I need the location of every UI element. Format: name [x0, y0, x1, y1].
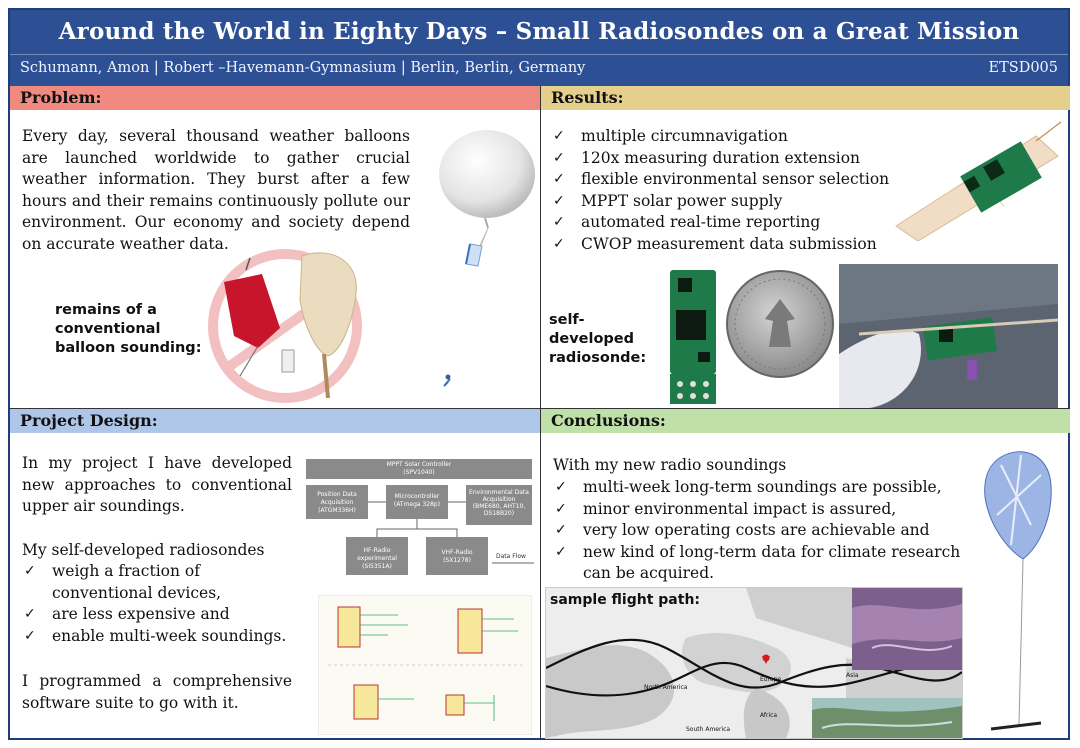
weather-balloon-icon [430, 124, 540, 394]
check-icon: ✓ [553, 128, 565, 144]
problem-panel [10, 86, 541, 409]
check-icon: ✓ [555, 543, 567, 560]
check-icon: ✓ [553, 214, 565, 230]
list-item: ✓ automated real-time reporting [549, 212, 909, 234]
map-place-label: South America [686, 726, 731, 733]
header-divider [10, 54, 1068, 55]
solar-balloon-photo [971, 445, 1067, 740]
map-label: sample flight path: [550, 592, 701, 608]
check-icon: ✓ [553, 149, 565, 166]
results-panel [541, 86, 1070, 409]
block-diagram-arrows [306, 459, 538, 584]
remains-label [55, 301, 215, 358]
circuit-schematic [318, 595, 532, 735]
poster [8, 8, 1070, 740]
poster-header [10, 10, 1068, 86]
conclusions-list [551, 477, 969, 585]
remains-label-line: balloon sounding: [55, 340, 202, 356]
design-intro: In my project I have developed new approaches to conventional upper air soundings. [22, 454, 292, 515]
list-item: ✓ multiple circumnavigation [549, 126, 909, 148]
radiosonde-label-line: radiosonde: [549, 350, 647, 366]
conclusions-intro: With my new radio soundings [553, 456, 787, 474]
list-item: ✓ weigh a fraction of conventional devices, [24, 562, 222, 602]
design-outro: I programmed a comprehensive software suite to go with it. [22, 672, 292, 712]
list-item: ✓ flexible environmental sensor selection [549, 169, 909, 191]
results-heading: Results: [541, 86, 1070, 110]
aerial-photo-top [852, 588, 962, 670]
aerial-photo-bottom [812, 698, 962, 738]
check-icon: ✓ [555, 479, 567, 495]
design-list [22, 561, 312, 647]
remains-label-line: conventional [55, 321, 161, 337]
map-place-label: Europe [760, 676, 782, 683]
conclusions-panel [541, 409, 1070, 740]
check-icon: ✓ [555, 522, 567, 538]
list-item: ✓ minor environmental impact is assured, [551, 499, 969, 521]
check-icon: ✓ [553, 235, 565, 252]
list-item: ✓ are less expensive and [22, 604, 312, 626]
no-symbol-icon [200, 246, 375, 406]
check-icon: ✓ [24, 563, 36, 579]
list-item: ✓ MPPT solar power supply [549, 191, 909, 213]
list-item: ✓ very low operating costs are achievable and [551, 520, 969, 542]
block-microcontroller: Microcontroller (ATmega 328p) [386, 485, 448, 519]
list-item: ✓ CWOP measurement data submission [549, 234, 909, 256]
radiosonde-label-line: self-developed [549, 312, 635, 347]
map-place-label: North America [644, 684, 688, 691]
list-item: ✓ enable multi-week soundings. [22, 626, 312, 648]
conclusions-heading: Conclusions: [541, 409, 1070, 433]
design-panel [10, 409, 541, 740]
data-flow-label: Data Flow [496, 553, 526, 560]
block-position: Position Data Acquisition (ATGM336H) [306, 485, 368, 519]
list-item: ✓ multi-week long-term soundings are possible, [551, 477, 969, 499]
problem-text: Every day, several thousand weather balloons are launched worldwide to gather crucial weather information. They burst after a few hours and their remains continuously pollute our environment. Our economy and society depend on accurate weather data. [22, 127, 410, 253]
map-place-label: Asia [846, 672, 859, 679]
check-icon: ✓ [555, 500, 567, 517]
radiosonde-label [549, 311, 669, 368]
author-line: Schumann, Amon | Robert –Havemann-Gymnasium | Berlin, Berlin, Germany [20, 60, 586, 76]
check-icon: ✓ [553, 192, 565, 209]
results-list [549, 126, 909, 255]
flight-path-map [545, 587, 963, 739]
design-list-title: My self-developed radiosondes [22, 541, 265, 559]
check-icon: ✓ [24, 606, 36, 622]
remains-label-line: remains of a [55, 302, 157, 318]
radiosonde-pcb-photo [666, 268, 724, 408]
block-diagram [306, 459, 538, 584]
check-icon: ✓ [553, 171, 565, 187]
list-item: ✓ 120x measuring duration extension [549, 148, 909, 170]
coin-icon [725, 269, 835, 379]
check-icon: ✓ [24, 627, 36, 644]
list-item: ✓ new kind of long-term data for climate research can be acquired. [555, 542, 961, 582]
project-code: ETSD005 [988, 60, 1058, 76]
problem-heading: Problem: [10, 86, 540, 110]
design-heading: Project Design: [10, 409, 540, 433]
poster-title: Around the World in Eighty Days – Small Radiosondes on a Great Mission [58, 18, 1020, 45]
radiosonde-in-hand-photo [839, 264, 1058, 408]
solar-radiosonde-photo [886, 116, 1066, 241]
map-place-label: Africa [760, 712, 778, 719]
block-mppt: MPPT Solar Controller (SPV1040) [306, 459, 532, 479]
block-hf-radio: HF-Radio experimental (SI5351A) [346, 537, 408, 575]
block-environmental: Environmental Data Acquisition (BME680, AHT10, DS18B20) [466, 485, 532, 525]
block-vhf-radio: VHF-Radio (SX1278) [426, 537, 488, 575]
